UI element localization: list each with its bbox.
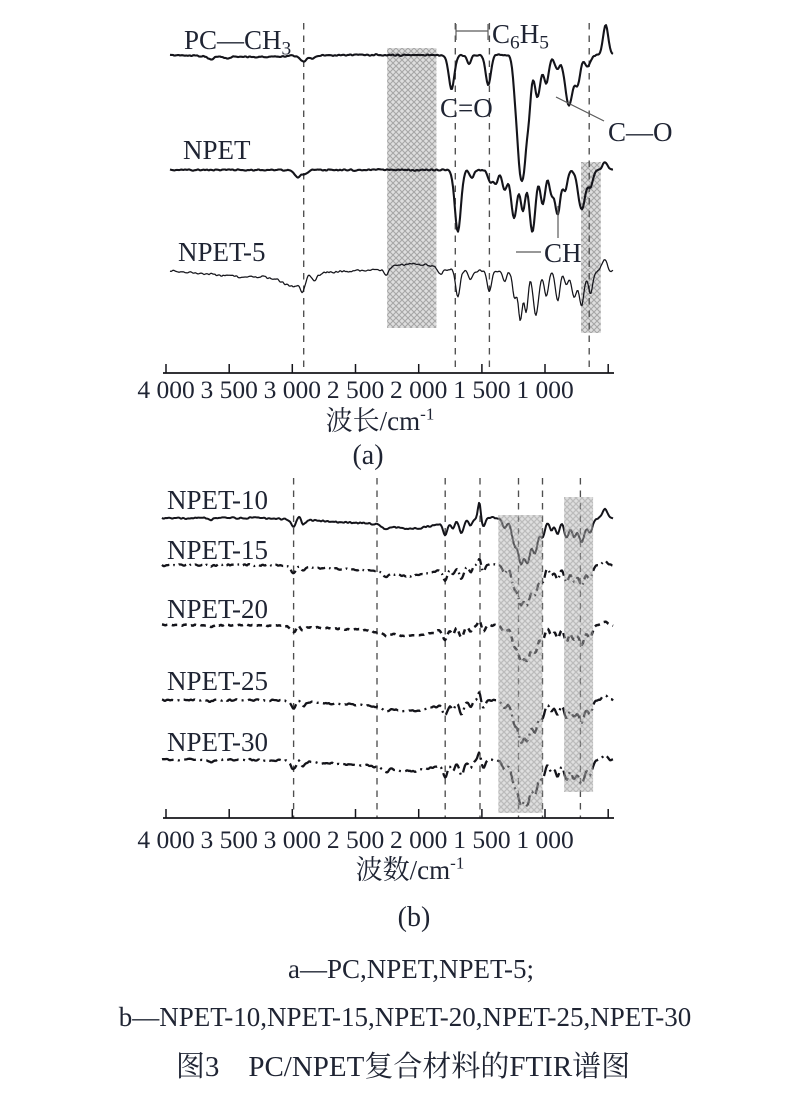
- series-label-PC: $PC—CH_3$: [184, 25, 292, 60]
- spectrum-curve-NPET-30: [162, 753, 613, 807]
- x-tick-label: 1 500: [453, 825, 511, 854]
- annotation-leader-C-O: [556, 97, 604, 121]
- series-label-NPET-20: NPET-20: [167, 594, 269, 624]
- x-tick-label: 2 000: [390, 825, 448, 854]
- panel-b-spectra: [137, 478, 614, 933]
- x-axis-title: 波数$/cm^{-1}$: [355, 853, 465, 885]
- caption-line-a: a—PC,NPET,NPET-5;: [287, 954, 535, 984]
- x-axis-title: 波长$/cm^{-1}$: [325, 404, 435, 436]
- annotation-C=O: C=O: [440, 93, 493, 123]
- x-tick-label: 4 000: [137, 825, 195, 854]
- series-label-NPET-10: NPET-10: [167, 485, 269, 515]
- x-tick-label: 3 000: [263, 825, 321, 854]
- x-tick-label: 4 000: [137, 375, 195, 404]
- figure-title: 图3 PC/NPET复合材料的FTIR谱图: [175, 1051, 631, 1083]
- x-tick-label: 2 000: [390, 375, 448, 404]
- series-label-NPET: NPET: [183, 135, 251, 165]
- highlight-band: [564, 497, 593, 792]
- x-tick-label: 1 000: [516, 375, 574, 404]
- x-tick-label: 1 500: [453, 375, 511, 404]
- series-label-NPET-25: NPET-25: [167, 666, 269, 696]
- x-tick-label: 2 500: [326, 825, 385, 854]
- panel-label: (a): [352, 440, 384, 471]
- panel-label: (b): [397, 902, 431, 933]
- series-label-NPET-30: NPET-30: [167, 727, 269, 757]
- x-tick-label: 2 500: [326, 375, 385, 404]
- panel-a-spectra: [137, 19, 672, 471]
- highlight-band: [387, 48, 436, 328]
- spectrum-curve-NPET-20: [162, 621, 613, 662]
- annotation-C-O: C—O: [608, 117, 673, 147]
- annotation-CH: CH: [544, 238, 582, 268]
- highlight-band: [498, 515, 542, 813]
- x-tick-label: 3 500: [200, 825, 258, 854]
- series-label-NPET-5: NPET-5: [178, 237, 266, 267]
- annotation-C6H5: $C_6H_5$: [492, 19, 549, 54]
- caption-line-b: b—NPET-10,NPET-15,NPET-20,NPET-25,NPET-30: [118, 1002, 692, 1032]
- series-label-NPET-15: NPET-15: [167, 535, 269, 565]
- x-tick-label: 3 000: [263, 375, 321, 404]
- x-tick-label: 1 000: [516, 825, 574, 854]
- x-tick-label: 3 500: [200, 375, 258, 404]
